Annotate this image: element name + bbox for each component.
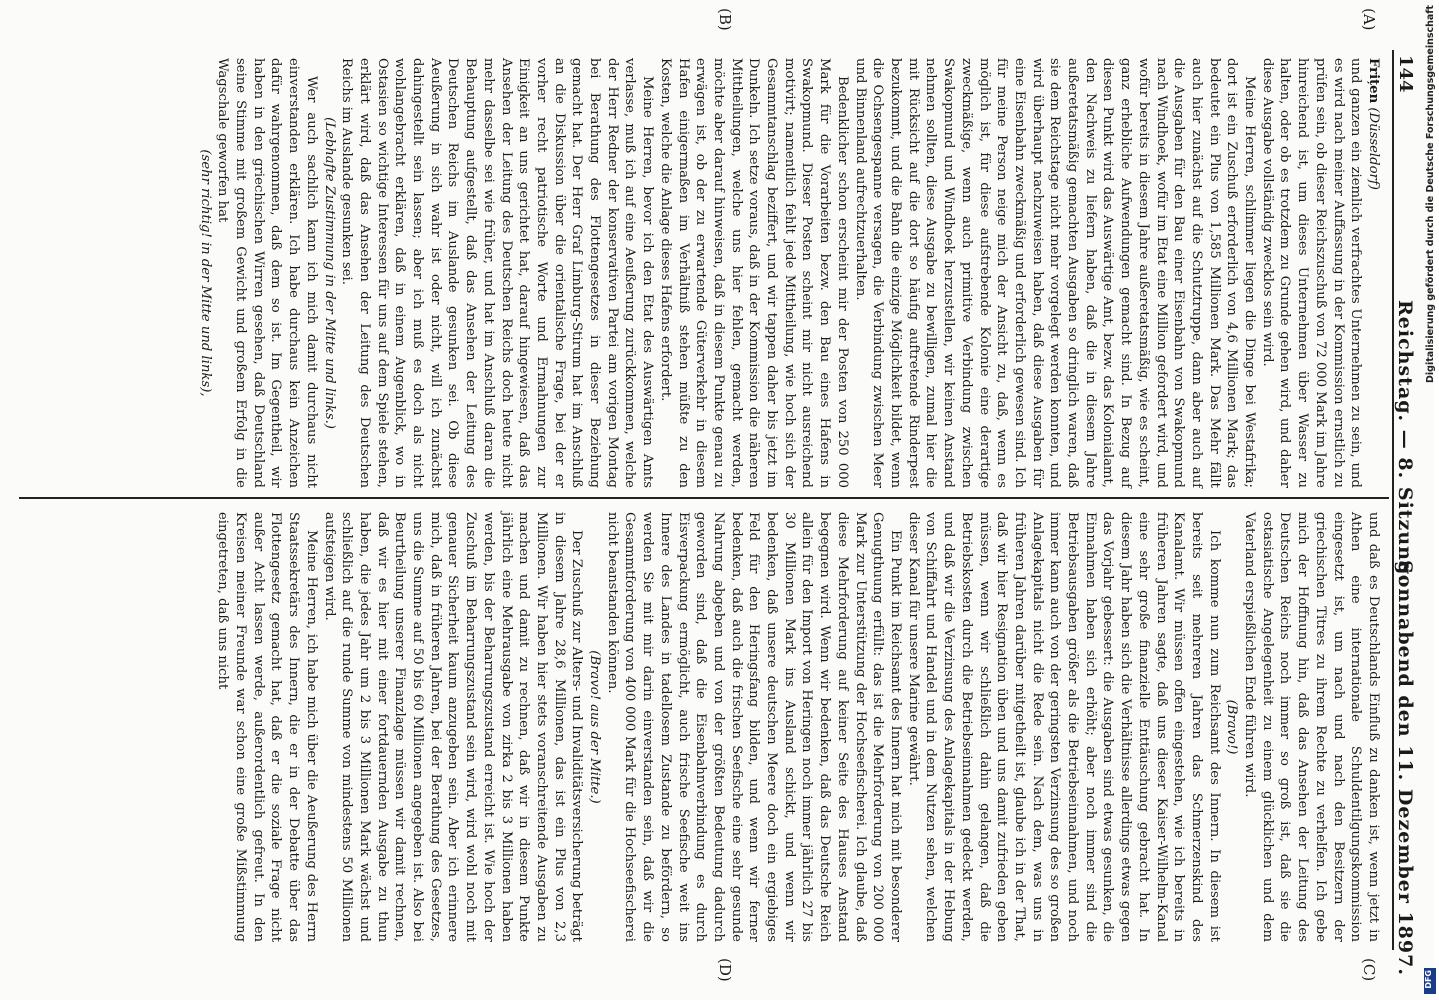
digitization-credit-text: Digitalisierung gefördert durch die Deutsche Forschungsgemeinschaft [1425,5,1436,383]
paragraph: Ein Punkt im Reichsamt des Innern hat mich mit besonderer Genugthuung erfüllt: das ist die Mehrforderung von 200 000 Mark zur Unterstützung der Hochseefischerei. Ich glaube, daß diese Mehrforderung auf keiner Seite des Hauses Anstand begegnen wird. Wenn wir bedenken, daß das Deutsche Reich allein für den Import von Heringen noch immer jährlich 27 bis 30 Millionen Mark ins Ausland schickt, und wenn wir bedenken, daß unsere deutschen Meere doch ein ergiebiges Feld für den Heringsfang bilden, und wenn wir ferner bedenken, daß auch die frischen Seefische eine sehr gesunde Nahrung abgeben und von der größten Bedeutung dadurch geworden sind, daß die Eisenbahnverbindung es durch Eisverpackung ermöglicht, auch frische Seefische weit ins Innere des Landes in tadellosem Zustande zu befördern, so werden Sie mit mir darin einverstanden sein, daß wir die Gesammtforderung von 400 000 Mark für die Hochseefischerei nicht beanstanden können. [604,512,904,942]
left-column [22,58,1382,488]
margin-marker-b: (B) [716,8,734,31]
paragraph: Meine Herren, schlimmer liegen die Dinge bei Westafrika; dort ist ein Zuschuß erforderlich von 4,6 Millionen Mark; das bedeutet ein Plus von 1,585 Millionen Mark. Das Mehr fällt auch hier zunächst auf die Schutztruppe, dann aber auch auf die Ausgaben für den Bau einer Eisenbahn von Swakopmund nach Windhoek, wofür im Etat eine Million gefordert wird, und wofür bereits in diesem Jahre außeretatsmäßig, wie es scheint, ganz erhebliche Aufwendungen gemacht sind. In Bezug auf diesen Punkt wird das Auswärtige Amt, bezw. das Kolonialamt, den Nachweis zu liefern haben, daß die in diesem Jahre außeretatsmäßig gemachten Ausgaben so dringlich waren, daß sie dem Reichstage nicht mehr vorgelegt werden konnten, und wird überhaupt nachzuweisen haben, daß diese Ausgaben für eine Eisenbahn zweckmäßig und erforderlich gewesen sind. Ich für meine Person neige mich der Ansicht zu, daß, wenn es möglich ist, für diese aufstrebende Kolonie eine derartige zweckmäßige, wenn auch primitive Verbindung zwischen Swakopmund und Windhoek herzustellen, wir keinen Anstand nehmen sollten, diese Ausgabe zu bewilligen, zumal hier die mit Rücksicht auf die dort so häufig auftretende Rinderpest bezukommt, und die Bahn die einzige Möglichkeit bildet, wenn die Ochsengespanne versagen, die Verbindung zwischen Meer und Binnenland aufrechtzuerhalten. [852,58,1258,488]
header-rule [1392,50,1394,950]
header-title: Reichstag. — 8. Sitzung. [1394,300,1416,583]
paragraph: Wer auch sachlich kann ich mich damit durchaus nicht einverstanden erklären. Ich habe durchaus kein Anzeichen dafür wahrgenommen, daß dem so ist. Im Gegentheil, wir haben in den griechischen Wirren gesehen, daß Deutschland seine Stimme mit großem Gewicht und großem Erfolg in die Wagschale geworfen hat [215,58,319,488]
speaker-line [1364,58,1382,488]
margin-marker-d: (D) [716,958,734,982]
margin-marker-a: (A) [1360,8,1378,31]
page-number: 144 [1395,55,1416,93]
applause-note: (Bravo!) [1224,699,1240,755]
header-date: Sonnabend den 11. Dezember 1897. [1394,560,1416,976]
paragraph: Meine Herren, bevor ich den Etat des Auswärtigen Amts verlasse, muß ich auf eine Aeußerung zurückkommen, welche der Herr Redner der konservativen Partei am vorigen Montag bei Berathung des Flottengesetzes in dieser Beziehung gemacht hat. Der Herr Graf Limburg-Stirum hat im Anschluß an die Diskussion über die orientalische Frage, bei der er vorher recht patriotische Worte und Ermahnungen zur Einigkeit an uns gerichtet hat, darauf hingewiesen, daß das Ansehen der Leitung des Deutschen Reichs doch heute nicht mehr dasselbe sei wie früher, und hat im Anschluß daran die Behauptung aufgestellt, daß das Ansehen der Leitung des Deutschen Reichs im Auslande gesunken sei. Ob diese Aeußerung in sich wahr ist oder nicht, will ich zunächst dahingestellt sein lassen; aber ich muß es doch als nicht wohlangebracht erklären, daß in einem Augenblick, wo in Ostasien so wichtige Interessen für uns auf dem Spiele stehen, erklärt wird, daß das Ansehen der Leitung des Deutschen Reichs im Auslande gesunken sei. [339,58,656,488]
right-column [22,512,1382,942]
paragraph: und ganzen ein ziemlich verfrachtes Unternehmen zu sein, und es wird nach meiner Auffassung in der Kommission ernstlich zu prüfen sein, ob dieser Reichszuschuß von 72 000 Mark im Jahre hinreichend ist, um dieses Unternehmen über Wasser zu halten, oder ob es trotzdem zu Grunde gehen wird, und daher diese Ausgabe vollständig zwecklos sein wird. [1259,58,1364,488]
paragraph: Der Zuschuß zur Alters- und Invaliditätsversicherung beträgt in diesem Jahre 28,6 Millionen, das ist ein Plus von 2,3 Millionen. Wir haben hier stets voranschreitende Ausgaben zu machen und damit zu rechnen, daß wir in diesem Punkte jährlich eine Mehrausgabe von zirka 2 bis 3 Millionen haben werden, bis der Beharrungszustand erreicht ist. Wie hoch der Zuschuß im Beharrungszustand sein wird, wird wohl noch mit genauer Sicherheit kaum anzugeben sein. Aber ich erinnere mich, daß in früheren Jahren, bei der Berathung des Gesetzes, uns die Summe auf 50 bis 60 Millionen angegeben ist. Also bei Beurtheilung unserer Finanzlage müssen wir damit rechnen, daß wir es hier mit einer fortdauernden Ausgabe zu thun haben, die jedes Jahr um 2 bis 3 Millionen Mark wächst und schließlich auf die runde Summe von mindestens 50 Millionen aufsteigen wird. [321,512,585,942]
digitization-credit [1425,0,1439,1000]
applause-note: (Lebhafte Zustimmung in der Mitte und links.) [321,117,337,429]
paragraph: und daß es Deutschlands Einfluß zu danken ist, wenn jetzt in Athen eine internationale Schuldentilgungskommission eingesetzt ist, um nach und nach den Besitzern der griechischen Titres zu ihrem Rechte zu verhelfen. Ich gebe mich der Hoffnung hin, daß das Ansehen der Leitung des Deutschen Reichs noch immer so groß ist, daß sie die ostasiatische Angelegenheit zu einem glücklichen und dem Vaterland erspießlichen Ende führen wird. [1242,512,1381,942]
paragraph: Meine Herren, ich habe mich über die Aeußerung des Herrn Staatssekretärs des Innern, die er in der Debatte über das Flottengesetz gemacht hat, daß er die soziale Frage nicht außer Acht lassen werde, außerordentlich gefreut. In den Kreisen meiner Freunde war schon eine große Mißstimmung eingetreten, daß uns nicht [215,512,319,942]
speaker-name: Frițen [1366,58,1381,104]
margin-marker-c: (C) [1360,958,1378,982]
paragraph: Bedenklicher schon erscheint mir der Posten von 250 000 Mark für die Vorarbeiten bezw. den Bau eines Hafens in Swakopmund. Dieser Posten scheint mir nicht ausreichend motivirt; namentlich fehlt jede Mittheilung, wie hoch sich der Gesammtanschlag beziffert, und wir tappen daher bis jetzt im Dunkeln. Ich setze voraus, daß in der Kommission die näheren Mittheilungen, welche uns hier fehlen, gemacht werden, möchte aber darauf hinweisen, daß in diesem Punkte genau zu erwägen ist, ob der zu erwartende Güterverkehr in diesem Hafen einigermaßen im Verhältniß stehen müßte zu den Kosten, welche die Anlage dieses Hafens erfordert. [657,58,850,488]
applause-note: (sehr richtig! in der Mitte und links), [197,149,213,397]
dfg-logo-text: DFG [1424,970,1433,989]
speaker-place: (Düsseldorf) [1366,107,1381,190]
dfg-logo [1424,968,1436,994]
applause-note: (Bravo! aus der Mitte.) [587,650,603,804]
paragraph: Ich komme nun zum Reichsamt des Innern. In diesem ist bereits seit mehreren Jahren das Schmerzenskind des Kanalamt. Wir müssen offen eingestehen, wie ich bereits in früheren Jahren sagte, daß uns dieser Kaiser-Wilhelm-Kanal eine sehr große finanzielle Enttäuschung gebracht hat. In diesem Jahr haben sich die Verhältnisse allerdings etwas gegen das Vorjahr gebessert: die Ausgaben sind etwas gesunken, die Einnahmen haben sich erhöht; aber noch immer sind die Betriebsausgaben größer als die Betriebseinnahmen, und noch immer kann auch von der geringsten Verzinsung des so großen Anlagekapitals nicht die Rede sein. Nach dem, was uns in früheren Jahren darüber mitgetheilt ist, glaube ich in der That, daß wir hier Resignation üben und uns damit zufrieden geben müssen, wenn wir schließlich dahin gelangen, daß die Betriebskosten durch die Betriebseinnahmen gedeckt werden, und daß wir die Verzinsung des Anlagekapitals in der Hebung von Schiffahrt und Handel und in dem Nutzen sehen, welchen dieser Kanal für unsere Marine gewährt. [905,512,1222,942]
column-divider [19,497,1389,499]
